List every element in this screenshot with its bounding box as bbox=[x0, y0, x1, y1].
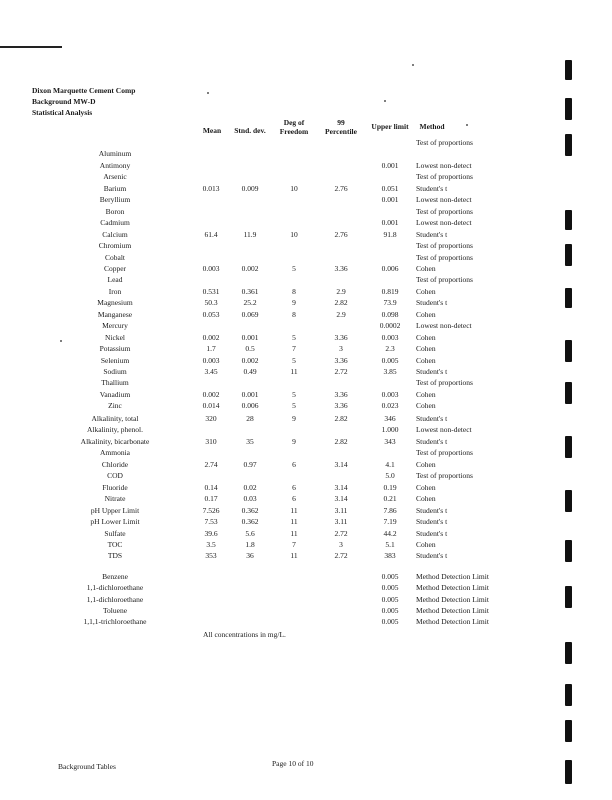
cell-df: 7 bbox=[292, 344, 296, 354]
scan-speck bbox=[384, 100, 386, 102]
scan-mark bbox=[565, 340, 572, 362]
cell-mean: 3.5 bbox=[206, 539, 216, 549]
cell-ul: 383 bbox=[384, 551, 396, 561]
cell-method: Method Detection Limit bbox=[416, 594, 489, 604]
scan-speck bbox=[412, 64, 414, 66]
scan-mark bbox=[565, 134, 572, 156]
col-std-dev: Stnd. dev. bbox=[234, 126, 266, 135]
report-section: Statistical Analysis bbox=[32, 108, 93, 117]
cell-sd: 0.02 bbox=[243, 482, 257, 492]
cell-df: 5 bbox=[292, 263, 296, 273]
cell-df: 5 bbox=[292, 355, 296, 365]
table-row bbox=[0, 377, 612, 388]
scan-speck bbox=[466, 124, 468, 126]
top-rule bbox=[0, 46, 62, 48]
table-row bbox=[0, 137, 612, 148]
cell-sd: 0.001 bbox=[241, 389, 259, 399]
cell-pct: 2.82 bbox=[334, 298, 348, 308]
cell-method: Cohen bbox=[416, 482, 436, 492]
cell-df: 10 bbox=[290, 183, 298, 193]
cell-method: Cohen bbox=[416, 309, 436, 319]
table-row bbox=[0, 389, 612, 400]
col-upper-limit: Upper limit bbox=[371, 122, 409, 131]
table-row bbox=[0, 505, 612, 516]
cell-mean: 61.4 bbox=[204, 229, 218, 239]
cell-method: Lowest non-detect bbox=[416, 218, 472, 228]
cell-name: Beryllium bbox=[99, 195, 131, 205]
cell-name: Alkalinity, phenol. bbox=[87, 425, 143, 435]
cell-name: Selenium bbox=[100, 355, 130, 365]
cell-mean: 320 bbox=[205, 414, 217, 423]
cell-pct: 2.76 bbox=[334, 183, 348, 193]
col-method: Method bbox=[419, 122, 445, 131]
cell-name: Benzene bbox=[102, 572, 128, 581]
cell-sd: 28 bbox=[246, 414, 254, 423]
cell-name: Chromium bbox=[98, 241, 132, 251]
scan-mark bbox=[565, 760, 572, 784]
cell-name: TDS bbox=[107, 551, 123, 561]
scan-mark bbox=[565, 720, 572, 742]
scan-mark bbox=[565, 490, 572, 512]
cell-ul: 0.023 bbox=[381, 401, 399, 411]
cell-mean: 0.003 bbox=[202, 355, 220, 365]
table-row bbox=[0, 550, 612, 561]
cell-name: Aluminum bbox=[98, 149, 132, 159]
cell-pct: 2.72 bbox=[334, 367, 348, 376]
table-row bbox=[0, 297, 612, 308]
cell-name: Barium bbox=[103, 183, 127, 193]
cell-pct: 2.72 bbox=[334, 528, 348, 538]
cell-name: Toluene bbox=[102, 605, 128, 615]
scan-mark bbox=[565, 436, 572, 458]
cell-name: Calcium bbox=[102, 229, 128, 239]
cell-method: Test of proportions bbox=[416, 275, 473, 285]
cell-pct: 3.14 bbox=[334, 494, 348, 504]
scan-mark bbox=[565, 60, 572, 80]
cell-method: Student's t bbox=[416, 505, 448, 515]
cell-ul: 0.051 bbox=[381, 183, 399, 193]
cell-mean: 0.014 bbox=[202, 401, 220, 411]
cell-ul: 0.005 bbox=[381, 594, 399, 604]
cell-method: Cohen bbox=[416, 286, 436, 296]
cell-method: Cohen bbox=[416, 389, 436, 399]
table-row bbox=[0, 217, 612, 228]
cell-pct: 3.14 bbox=[334, 459, 348, 469]
scan-mark bbox=[565, 642, 572, 664]
cell-method: Lowest non-detect bbox=[416, 195, 472, 205]
table-row bbox=[0, 194, 612, 205]
cell-ul: 0.0002 bbox=[379, 321, 401, 331]
cell-pct: 3.14 bbox=[334, 482, 348, 492]
units-note: All concentrations in mg/L. bbox=[203, 630, 286, 639]
table-row bbox=[0, 355, 612, 366]
cell-name: 1,1-dichloroethane bbox=[86, 583, 144, 593]
table-row bbox=[0, 459, 612, 470]
table-row bbox=[0, 343, 612, 354]
cell-df: 5 bbox=[292, 332, 296, 342]
cell-ul: 0.001 bbox=[381, 218, 399, 228]
cell-ul: 0.005 bbox=[381, 583, 399, 593]
cell-df: 6 bbox=[292, 459, 296, 469]
cell-sd: 0.001 bbox=[241, 332, 259, 342]
col-deg-freedom-line2: Freedom bbox=[279, 127, 309, 136]
cell-name: Sulfate bbox=[104, 528, 126, 538]
table-row bbox=[0, 183, 612, 194]
scan-mark bbox=[565, 244, 572, 266]
cell-df: 5 bbox=[292, 389, 296, 399]
cell-method: Method Detection Limit bbox=[416, 572, 489, 581]
cell-ul: 5.1 bbox=[385, 539, 395, 549]
cell-method: Cohen bbox=[416, 539, 436, 549]
cell-sd: 0.03 bbox=[243, 494, 257, 504]
table-row bbox=[0, 206, 612, 217]
cell-sd: 1.8 bbox=[245, 539, 255, 549]
cell-ul: 7.19 bbox=[383, 517, 397, 527]
col-deg-freedom bbox=[272, 118, 316, 136]
cell-ul: 7.86 bbox=[383, 505, 397, 515]
cell-df: 8 bbox=[292, 286, 296, 296]
cell-ul: 0.21 bbox=[383, 494, 397, 504]
cell-df: 9 bbox=[292, 414, 296, 423]
cell-sd: 0.069 bbox=[241, 309, 259, 319]
cell-method: Student's t bbox=[416, 298, 448, 308]
table-row bbox=[0, 286, 612, 297]
cell-name: pH Upper Limit bbox=[90, 505, 140, 515]
cell-method: Cohen bbox=[416, 494, 436, 504]
cell-name: Potassium bbox=[99, 344, 131, 354]
cell-method: Student's t bbox=[416, 367, 448, 376]
cell-ul: 91.8 bbox=[383, 229, 397, 239]
cell-method: Cohen bbox=[416, 401, 436, 411]
table-row bbox=[0, 470, 612, 481]
cell-mean: 310 bbox=[205, 436, 217, 446]
cell-ul: 0.098 bbox=[381, 309, 399, 319]
cell-pct: 3.36 bbox=[334, 263, 348, 273]
cell-method: Student's t bbox=[416, 414, 448, 423]
col-mean: Mean bbox=[202, 126, 222, 135]
cell-name: Sodium bbox=[103, 367, 127, 376]
cell-mean: 0.013 bbox=[202, 183, 220, 193]
cell-sd: 0.97 bbox=[243, 459, 257, 469]
col-percentile bbox=[318, 118, 364, 136]
cell-method: Test of proportions bbox=[416, 241, 473, 251]
cell-name: Cadmium bbox=[100, 218, 130, 228]
cell-ul: 73.9 bbox=[383, 298, 397, 308]
cell-sd: 0.362 bbox=[241, 505, 259, 515]
table-row bbox=[0, 528, 612, 539]
cell-ul: 3.85 bbox=[383, 367, 397, 376]
table-row bbox=[0, 263, 612, 274]
cell-df: 10 bbox=[290, 229, 298, 239]
cell-pct: 3.36 bbox=[334, 389, 348, 399]
cell-name: Vanadium bbox=[99, 389, 131, 399]
cell-method: Cohen bbox=[416, 263, 436, 273]
cell-name: Manganese bbox=[97, 309, 133, 319]
cell-ul: 0.003 bbox=[381, 389, 399, 399]
cell-method: Test of proportions bbox=[416, 471, 473, 481]
cell-name: Ammonia bbox=[100, 448, 130, 458]
cell-ul: 5.0 bbox=[385, 471, 395, 481]
cell-name: Magnesium bbox=[97, 298, 133, 308]
cell-pct: 3.36 bbox=[334, 401, 348, 411]
cell-mean: 7.526 bbox=[202, 505, 220, 515]
cell-pct: 3.11 bbox=[334, 517, 348, 527]
table-row bbox=[0, 332, 612, 343]
table-row bbox=[0, 616, 612, 627]
table-row bbox=[0, 400, 612, 411]
col-percentile-line1: 99 bbox=[337, 118, 345, 127]
scan-speck bbox=[60, 340, 62, 342]
table-row bbox=[0, 482, 612, 493]
cell-method: Lowest non-detect bbox=[416, 160, 472, 170]
cell-sd: 0.49 bbox=[243, 367, 257, 376]
cell-mean: 0.17 bbox=[204, 494, 218, 504]
scan-mark bbox=[565, 98, 572, 120]
table-row bbox=[0, 229, 612, 240]
cell-mean: 50.3 bbox=[204, 298, 218, 308]
cell-pct: 2.9 bbox=[336, 309, 346, 319]
cell-df: 9 bbox=[292, 436, 296, 446]
cell-df: 8 bbox=[292, 309, 296, 319]
cell-method: Method Detection Limit bbox=[416, 583, 489, 593]
cell-method: Test of proportions bbox=[416, 206, 473, 216]
cell-sd: 25.2 bbox=[243, 298, 257, 308]
cell-method: Method Detection Limit bbox=[416, 617, 489, 627]
cell-pct: 2.72 bbox=[334, 551, 348, 561]
cell-name: 1,1-dichloroethane bbox=[86, 594, 144, 604]
cell-method: Cohen bbox=[416, 355, 436, 365]
cell-pct: 2.76 bbox=[334, 229, 348, 239]
cell-pct: 3.11 bbox=[334, 505, 348, 515]
scan-mark bbox=[565, 382, 572, 404]
table-row bbox=[0, 171, 612, 182]
cell-mean: 3.45 bbox=[204, 367, 218, 376]
cell-pct: 3.36 bbox=[334, 355, 348, 365]
cell-name: pH Lower Limit bbox=[90, 517, 140, 527]
cell-name: Alkalinity, total bbox=[91, 414, 139, 423]
cell-method: Test of proportions bbox=[416, 172, 473, 182]
col-deg-freedom-line1: Deg of bbox=[283, 118, 305, 127]
cell-df: 11 bbox=[290, 505, 298, 515]
cell-mean: 0.14 bbox=[204, 482, 218, 492]
cell-method: Student's t bbox=[416, 517, 448, 527]
cell-method: Cohen bbox=[416, 332, 436, 342]
cell-name: Nitrate bbox=[104, 494, 126, 504]
cell-sd: 35 bbox=[246, 436, 254, 446]
cell-df: 11 bbox=[290, 367, 298, 376]
table-row bbox=[0, 582, 612, 593]
cell-pct: 3.36 bbox=[334, 332, 348, 342]
cell-name: Lead bbox=[107, 275, 123, 285]
table-row bbox=[0, 447, 612, 458]
cell-ul: 0.19 bbox=[383, 482, 397, 492]
table-row bbox=[0, 160, 612, 171]
cell-sd: 0.002 bbox=[241, 355, 259, 365]
table-row bbox=[0, 309, 612, 320]
table-row bbox=[0, 240, 612, 251]
cell-name: Alkalinity, bicarbonate bbox=[80, 436, 150, 446]
cell-name: Boron bbox=[105, 206, 125, 216]
cell-mean: 7.53 bbox=[204, 517, 218, 527]
cell-sd: 0.006 bbox=[241, 401, 259, 411]
cell-method: Test of proportions bbox=[416, 448, 473, 458]
cell-mean: 2.74 bbox=[204, 459, 218, 469]
scan-edge-marks bbox=[565, 0, 577, 800]
cell-method: Method Detection Limit bbox=[416, 605, 489, 615]
cell-ul: 346 bbox=[384, 414, 396, 423]
page-number: Page 10 of 10 bbox=[272, 759, 314, 768]
cell-method: Student's t bbox=[416, 551, 448, 561]
cell-ul: 0.005 bbox=[381, 617, 399, 627]
cell-name: Fluoride bbox=[102, 482, 128, 492]
cell-name: Mercury bbox=[102, 321, 128, 331]
cell-sd: 11.9 bbox=[243, 229, 257, 239]
cell-pct: 3 bbox=[339, 344, 343, 354]
cell-method: Cohen bbox=[416, 459, 436, 469]
cell-df: 11 bbox=[290, 528, 298, 538]
cell-method: Student's t bbox=[416, 528, 448, 538]
cell-ul: 343 bbox=[384, 436, 396, 446]
report-title: Dixon Marquette Cement Comp bbox=[32, 86, 136, 95]
cell-method: Test of proportions bbox=[416, 138, 473, 147]
scan-speck bbox=[207, 92, 209, 94]
cell-df: 7 bbox=[292, 539, 296, 549]
cell-df: 5 bbox=[292, 401, 296, 411]
cell-name: Cobalt bbox=[105, 252, 125, 262]
cell-name: Chloride bbox=[101, 459, 129, 469]
table-row bbox=[0, 516, 612, 527]
cell-pct: 2.82 bbox=[334, 436, 348, 446]
cell-df: 9 bbox=[292, 298, 296, 308]
cell-mean: 0.053 bbox=[202, 309, 220, 319]
cell-method: Student's t bbox=[416, 436, 448, 446]
table-row bbox=[0, 320, 612, 331]
cell-name: Antimony bbox=[99, 160, 131, 170]
cell-method: Test of proportions bbox=[416, 378, 473, 388]
cell-sd: 36 bbox=[246, 551, 254, 561]
table-row bbox=[0, 366, 612, 377]
cell-mean: 39.6 bbox=[204, 528, 218, 538]
cell-ul: 4.1 bbox=[385, 459, 395, 469]
cell-method: Student's t bbox=[416, 183, 448, 193]
table-row bbox=[0, 605, 612, 616]
scan-mark bbox=[565, 288, 572, 308]
scan-mark bbox=[565, 540, 572, 562]
cell-method: Lowest non-detect bbox=[416, 425, 472, 435]
cell-pct: 2.82 bbox=[334, 414, 348, 423]
scan-mark bbox=[565, 210, 572, 230]
cell-sd: 0.002 bbox=[241, 263, 259, 273]
cell-df: 11 bbox=[290, 517, 298, 527]
col-percentile-line2: Percentile bbox=[325, 127, 357, 136]
cell-name: 1,1,1-trichloroethane bbox=[83, 617, 147, 627]
cell-name: TOC bbox=[107, 539, 123, 549]
cell-ul: 0.003 bbox=[381, 332, 399, 342]
cell-sd: 0.362 bbox=[241, 517, 259, 527]
table-row bbox=[0, 594, 612, 605]
cell-method: Test of proportions bbox=[416, 252, 473, 262]
table-row bbox=[0, 539, 612, 550]
cell-df: 6 bbox=[292, 482, 296, 492]
footer-left: Background Tables bbox=[58, 762, 116, 771]
table-row bbox=[0, 436, 612, 447]
cell-ul: 2.3 bbox=[385, 344, 395, 354]
table-row bbox=[0, 252, 612, 263]
cell-ul: 0.005 bbox=[381, 572, 399, 581]
cell-mean: 0.531 bbox=[202, 286, 220, 296]
cell-pct: 3 bbox=[339, 539, 343, 549]
cell-name: Nickel bbox=[105, 332, 125, 342]
table-row bbox=[0, 424, 612, 435]
table-row bbox=[0, 148, 612, 159]
cell-ul: 0.005 bbox=[381, 355, 399, 365]
cell-ul: 0.005 bbox=[381, 605, 399, 615]
cell-ul: 0.819 bbox=[381, 286, 399, 296]
table-row bbox=[0, 571, 612, 582]
cell-name: Zinc bbox=[108, 401, 122, 411]
table-row bbox=[0, 274, 612, 285]
cell-ul: 0.006 bbox=[381, 263, 399, 273]
cell-ul: 44.2 bbox=[383, 528, 397, 538]
cell-mean: 1.7 bbox=[206, 344, 216, 354]
cell-name: COD bbox=[107, 471, 123, 481]
scan-mark bbox=[565, 684, 572, 706]
scan-mark bbox=[565, 586, 572, 608]
cell-mean: 0.002 bbox=[202, 389, 220, 399]
cell-mean: 0.002 bbox=[202, 332, 220, 342]
table-row bbox=[0, 493, 612, 504]
cell-name: Thallium bbox=[101, 378, 129, 388]
cell-sd: 5.6 bbox=[245, 528, 255, 538]
cell-df: 11 bbox=[290, 551, 298, 561]
cell-name: Arsenic bbox=[103, 172, 127, 182]
cell-sd: 0.009 bbox=[241, 183, 259, 193]
cell-pct: 2.9 bbox=[336, 286, 346, 296]
cell-sd: 0.361 bbox=[241, 286, 259, 296]
cell-method: Lowest non-detect bbox=[416, 321, 472, 331]
cell-df: 6 bbox=[292, 494, 296, 504]
table-row bbox=[0, 413, 612, 424]
cell-name: Iron bbox=[108, 286, 122, 296]
cell-ul: 0.001 bbox=[381, 160, 399, 170]
cell-mean: 0.003 bbox=[202, 263, 220, 273]
cell-sd: 0.5 bbox=[245, 344, 255, 354]
cell-method: Cohen bbox=[416, 344, 436, 354]
cell-name: Copper bbox=[103, 263, 127, 273]
cell-ul: 0.001 bbox=[381, 195, 399, 205]
cell-mean: 353 bbox=[205, 551, 217, 561]
cell-ul: 1.000 bbox=[381, 425, 399, 435]
cell-method: Student's t bbox=[416, 229, 448, 239]
report-subtitle: Background MW-D bbox=[32, 97, 96, 106]
